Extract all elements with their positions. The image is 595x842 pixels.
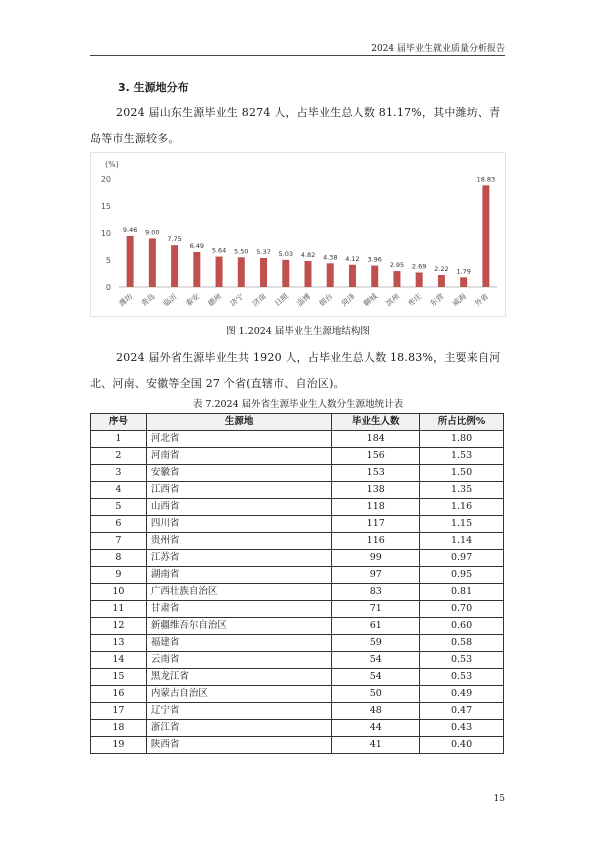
row-origin: 安徽省 xyxy=(146,465,331,482)
row-origin: 贵州省 xyxy=(146,533,331,550)
row-count: 71 xyxy=(332,601,420,618)
table-row xyxy=(91,567,504,584)
bar xyxy=(482,185,489,287)
row-index: 4 xyxy=(91,482,147,499)
row-index: 17 xyxy=(91,703,147,720)
bar xyxy=(260,258,267,287)
bar-value-label: 9.00 xyxy=(145,228,160,237)
table-row xyxy=(91,448,504,465)
x-category-label: 聊城 xyxy=(361,291,379,309)
row-origin: 甘肃省 xyxy=(146,601,331,618)
table-row xyxy=(91,499,504,516)
row-ratio: 0.95 xyxy=(420,567,504,584)
row-index: 2 xyxy=(91,448,147,465)
row-ratio: 1.80 xyxy=(420,431,504,448)
table-row xyxy=(91,703,504,720)
row-ratio: 1.15 xyxy=(420,516,504,533)
row-ratio: 0.58 xyxy=(420,635,504,652)
row-origin: 陕西省 xyxy=(146,737,331,754)
table-row xyxy=(91,686,504,703)
row-origin: 福建省 xyxy=(146,635,331,652)
table-row xyxy=(91,550,504,567)
row-count: 59 xyxy=(332,635,420,652)
row-origin: 新疆维吾尔自治区 xyxy=(146,618,331,635)
y-tick-label: 15 xyxy=(100,202,111,211)
bar-value-label: 5.03 xyxy=(278,249,294,258)
province-stats-table xyxy=(90,413,504,754)
bar xyxy=(238,257,245,287)
paragraph-other-provinces: 2024 届外省生源毕业生共 1920 人，占毕业生总人数 18.83%，主要来自河北、河南、安徽等全国 27 个省(直辖市、自治区)。 xyxy=(90,351,501,390)
paragraph-shandong-origin: 2024 届山东生源毕业生 8274 人，占毕业生总人数 81.17%，其中潍坊、青岛等市生源较多。 xyxy=(90,106,501,145)
header-index: 序号 xyxy=(91,414,147,431)
row-origin: 黑龙江省 xyxy=(146,669,331,686)
table-row xyxy=(91,635,504,652)
x-category-label: 德州 xyxy=(206,291,224,309)
bar-value-label: 9.46 xyxy=(122,225,138,234)
row-index: 18 xyxy=(91,720,147,737)
row-count: 99 xyxy=(332,550,420,567)
row-origin: 广西壮族自治区 xyxy=(146,584,331,601)
row-count: 44 xyxy=(332,720,420,737)
header-ratio: 所占比例% xyxy=(420,414,504,431)
row-count: 54 xyxy=(332,669,420,686)
x-category-label: 菏泽 xyxy=(339,291,357,309)
row-origin: 江苏省 xyxy=(146,550,331,567)
row-count: 48 xyxy=(332,703,420,720)
row-index: 16 xyxy=(91,686,147,703)
row-origin: 浙江省 xyxy=(146,720,331,737)
x-category-label: 烟台 xyxy=(317,291,335,309)
row-count: 153 xyxy=(332,465,420,482)
row-ratio: 1.53 xyxy=(420,448,504,465)
row-index: 6 xyxy=(91,516,147,533)
header-count: 毕业生人数 xyxy=(332,414,420,431)
bar-value-label: 5.37 xyxy=(256,248,271,257)
origin-bar-chart xyxy=(90,152,506,317)
row-ratio: 1.16 xyxy=(420,499,504,516)
x-category-label: 淄博 xyxy=(295,291,313,309)
row-index: 11 xyxy=(91,601,147,618)
x-category-label: 青岛 xyxy=(139,291,157,309)
bar xyxy=(193,252,200,287)
bar xyxy=(327,263,334,287)
x-category-label: 潍坊 xyxy=(117,291,135,309)
row-ratio: 0.49 xyxy=(420,686,504,703)
row-origin: 内蒙古自治区 xyxy=(146,686,331,703)
bar-value-label: 6.49 xyxy=(189,241,205,250)
row-count: 156 xyxy=(332,448,420,465)
row-ratio: 0.60 xyxy=(420,618,504,635)
table-row xyxy=(91,533,504,550)
row-index: 13 xyxy=(91,635,147,652)
x-category-label: 济宁 xyxy=(228,291,246,309)
row-count: 118 xyxy=(332,499,420,516)
row-ratio: 0.70 xyxy=(420,601,504,618)
bar-value-label: 1.79 xyxy=(456,267,471,276)
row-origin: 河北省 xyxy=(146,431,331,448)
row-count: 83 xyxy=(332,584,420,601)
x-category-label: 泰安 xyxy=(183,291,202,309)
row-count: 54 xyxy=(332,652,420,669)
bar-value-label: 5.64 xyxy=(211,246,227,255)
y-tick-label: 5 xyxy=(105,256,111,265)
row-index: 15 xyxy=(91,669,147,686)
table-row xyxy=(91,601,504,618)
x-category-label: 枣庄 xyxy=(406,291,424,309)
table-body xyxy=(91,431,504,754)
row-count: 50 xyxy=(332,686,420,703)
bar-value-label: 2.22 xyxy=(434,265,449,274)
x-category-label: 威海 xyxy=(450,291,468,309)
row-index: 1 xyxy=(91,431,147,448)
bar xyxy=(438,275,445,287)
row-ratio: 1.50 xyxy=(420,465,504,482)
row-count: 116 xyxy=(332,533,420,550)
x-category-label: 滨州 xyxy=(383,291,402,309)
bar-value-label: 4.38 xyxy=(322,253,338,262)
row-index: 7 xyxy=(91,533,147,550)
y-axis-unit-label: (%) xyxy=(105,160,119,169)
bar-value-label: 3.96 xyxy=(367,255,382,264)
table-row xyxy=(91,720,504,737)
row-index: 5 xyxy=(91,499,147,516)
x-category-label: 外省 xyxy=(472,291,491,309)
row-index: 9 xyxy=(91,567,147,584)
chart-canvas xyxy=(91,153,505,316)
row-ratio: 0.53 xyxy=(420,669,504,686)
x-category-label: 临沂 xyxy=(161,291,179,309)
row-ratio: 0.53 xyxy=(420,652,504,669)
section-heading: 3. 生源地分布 xyxy=(118,81,189,94)
bar xyxy=(149,238,156,287)
bar xyxy=(216,257,223,287)
row-count: 61 xyxy=(332,618,420,635)
bar-value-label: 2.95 xyxy=(389,261,405,270)
x-category-label: 日照 xyxy=(272,291,291,309)
row-ratio: 0.47 xyxy=(420,703,504,720)
table-caption: 表 7.2024 届外省生源毕业生人数分生源地统计表 xyxy=(192,399,404,410)
bar xyxy=(282,260,289,287)
row-index: 19 xyxy=(91,737,147,754)
table-row xyxy=(91,618,504,635)
row-origin: 江西省 xyxy=(146,482,331,499)
figure-caption: 图 1.2024 届毕业生生源地结构图 xyxy=(226,326,370,337)
header-rule xyxy=(90,55,505,56)
table-row xyxy=(91,669,504,686)
table-row xyxy=(91,482,504,499)
row-ratio: 0.40 xyxy=(420,737,504,754)
row-origin: 山西省 xyxy=(146,499,331,516)
row-origin: 辽宁省 xyxy=(146,703,331,720)
y-tick-label: 0 xyxy=(105,283,111,292)
table-row xyxy=(91,652,504,669)
row-count: 117 xyxy=(332,516,420,533)
table-row xyxy=(91,431,504,448)
row-ratio: 0.81 xyxy=(420,584,504,601)
table-row xyxy=(91,516,504,533)
row-ratio: 1.14 xyxy=(420,533,504,550)
row-count: 184 xyxy=(332,431,420,448)
bar-value-label: 4.82 xyxy=(300,250,316,259)
y-tick-label: 20 xyxy=(100,175,111,184)
bar xyxy=(305,261,312,287)
table-row xyxy=(91,465,504,482)
row-origin: 云南省 xyxy=(146,652,331,669)
row-index: 8 xyxy=(91,550,147,567)
row-index: 14 xyxy=(91,652,147,669)
row-ratio: 1.35 xyxy=(420,482,504,499)
row-origin: 湖南省 xyxy=(146,567,331,584)
bar-value-label: 18.83 xyxy=(476,175,496,184)
bar xyxy=(171,245,178,287)
row-count: 138 xyxy=(332,482,420,499)
bar xyxy=(349,265,356,287)
bar-value-label: 5.50 xyxy=(234,247,249,256)
bar xyxy=(127,236,134,287)
row-ratio: 0.97 xyxy=(420,550,504,567)
page-number: 15 xyxy=(493,794,505,804)
row-index: 12 xyxy=(91,618,147,635)
bar-value-label: 4.12 xyxy=(345,254,360,263)
bar xyxy=(371,266,378,287)
x-category-label: 济南 xyxy=(250,291,268,309)
table-row xyxy=(91,737,504,754)
bar xyxy=(393,271,400,287)
row-count: 41 xyxy=(332,737,420,754)
running-header: 2024 届毕业生就业质量分析报告 xyxy=(371,44,505,54)
row-ratio: 0.43 xyxy=(420,720,504,737)
row-index: 3 xyxy=(91,465,147,482)
row-origin: 四川省 xyxy=(146,516,331,533)
bar-value-label: 7.75 xyxy=(167,235,182,244)
x-category-label: 东营 xyxy=(428,291,446,309)
table-header-row xyxy=(91,414,504,431)
row-count: 97 xyxy=(332,567,420,584)
bar xyxy=(416,272,423,287)
y-tick-label: 10 xyxy=(100,229,111,238)
bar xyxy=(460,277,467,287)
table-row xyxy=(91,584,504,601)
row-index: 10 xyxy=(91,584,147,601)
header-origin: 生源地 xyxy=(146,414,331,431)
row-origin: 河南省 xyxy=(146,448,331,465)
bar-value-label: 2.69 xyxy=(411,262,427,271)
